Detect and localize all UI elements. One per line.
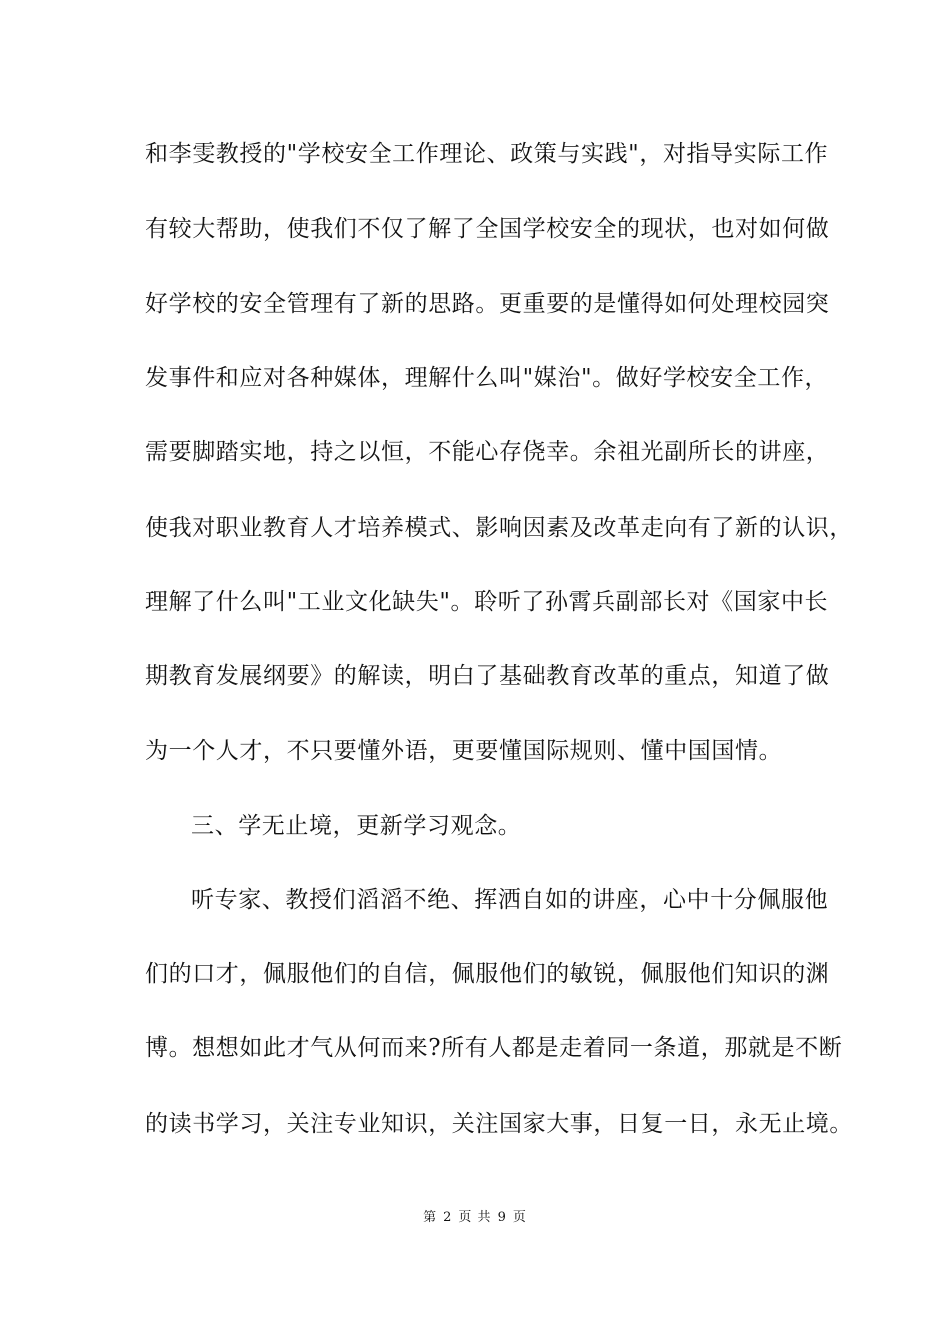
body-text-line: 的读书学习，关注专业知识，关注国家大事，日复一日，永无止境。 [145,1111,853,1137]
footer-page-number: 2 [443,1210,453,1225]
footer-suffix: 页 [512,1210,527,1225]
body-text-line: 博。想想如此才气从何而来?所有人都是走着同一条道，那就是不断 [145,1035,843,1061]
body-text-line: 发事件和应对各种媒体，理解什么叫"媒治"。做好学校安全工作， [145,365,829,391]
footer-prefix: 第 [423,1210,438,1225]
body-text-line: 有较大帮助，使我们不仅了解了全国学校安全的现状，也对如何做 [145,216,830,242]
body-text-line: 理解了什么叫"工业文化缺失"。聆听了孙霄兵副部长对《国家中长 [145,589,829,615]
body-text-line: 使我对职业教育人才培养模式、影响因素及改革走向有了新的认识， [145,515,853,541]
body-text-line: 们的口才，佩服他们的自信，佩服他们的敏锐，佩服他们知识的渊 [145,961,830,987]
footer-total-pages: 9 [497,1210,507,1225]
body-text-line: 好学校的安全管理有了新的思路。更重要的是懂得如何处理校园突 [145,291,830,317]
body-text-line: 听专家、教授们滔滔不绝、挥洒自如的讲座，心中十分佩服他 [191,887,829,913]
body-text-line: 需要脚踏实地，持之以恒，不能心存侥幸。余祖光副所长的讲座， [145,439,830,465]
body-text-line: 为一个人才，不只要懂外语，更要懂国际规则、懂中国国情。 [145,738,783,764]
page-footer [0,1206,950,1225]
body-text-line: 期教育发展纲要》的解读，明白了基础教育改革的重点，知道了做 [145,663,830,689]
footer-mid: 页 共 [458,1210,492,1225]
body-text-line: 和李雯教授的"学校安全工作理论、政策与实践"，对指导实际工作 [145,141,829,167]
section-heading: 三、学无止境，更新学习观念。 [191,813,522,839]
